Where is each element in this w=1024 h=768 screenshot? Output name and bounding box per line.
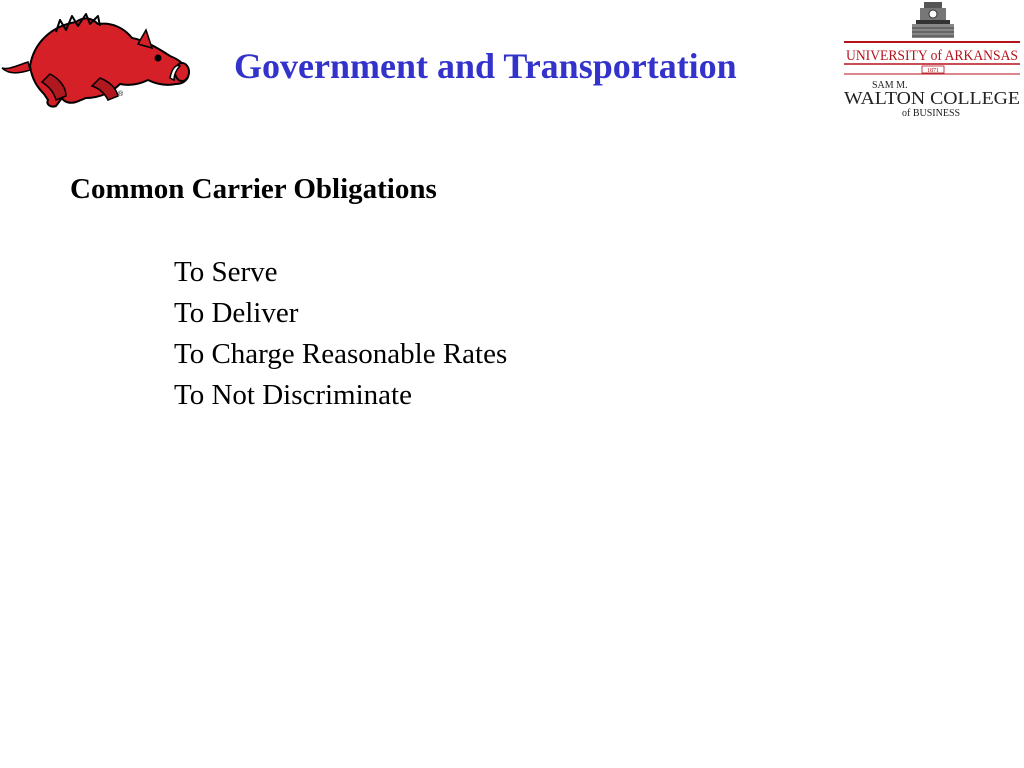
list-item: To Not Discriminate: [174, 379, 412, 411]
obligations-list: [174, 252, 507, 416]
list-item: To Deliver: [174, 297, 299, 329]
page-title: Government and Transportation: [234, 46, 737, 86]
university-name: UNIVERSITY of ARKANSAS: [846, 48, 1018, 64]
walton-line-3: of BUSINESS: [902, 108, 961, 119]
list-item: To Serve: [174, 256, 278, 288]
founded-year: 1871: [927, 68, 939, 74]
walton-line-1: SAM M.: [872, 80, 908, 91]
walton-line-2: WALTON COLLEGE: [844, 88, 1020, 108]
registered-mark: ®: [118, 91, 124, 98]
list-item: To Charge Reasonable Rates: [174, 338, 508, 370]
walton-college-logo: [840, 0, 1024, 122]
razorback-hog-icon: [0, 8, 196, 108]
hog-tail: [2, 62, 30, 73]
section-heading: Common Carrier Obligations: [70, 173, 437, 205]
old-main-tower-icon: [912, 2, 954, 38]
hog-ear: [138, 30, 152, 48]
hog-eye: [155, 55, 162, 62]
